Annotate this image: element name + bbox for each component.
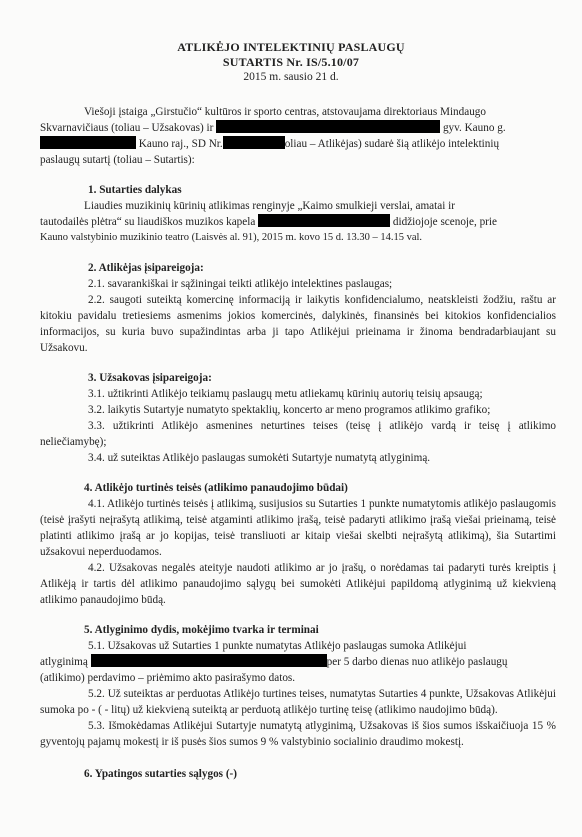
section-4 [40, 480, 556, 608]
section-5-text: atlyginimą [40, 656, 88, 668]
document-title: ATLIKĖJO INTELEKTINIŲ PASLAUGŲ [177, 40, 405, 54]
redaction-bar [258, 214, 390, 227]
intro-text: Skvarnavičiaus (toliau – Užsakovas) ir [40, 122, 214, 134]
section-1-title: 1. Sutarties dalykas [88, 184, 182, 196]
section-2-item: 2.2. saugoti suteiktą komercinę informaciją ir laikytis konfidencialumo, neatskleisti žodžiu, raštu ar kitokiu pavidalu tretiesiems asmenims jokios komercinės, dalykinės, finansinės bei kitokios konfidencialios informacijos, su kuria buvo supažindintas arba ji tapo Atlikėjui prieinama ir žinoma bendradarbiaujant su Užsakovu. [40, 294, 556, 354]
section-5-item [40, 654, 556, 670]
intro-line [40, 120, 556, 136]
section-1-text: tautodailės plėtra“ su liaudiškos muzikos kapela [40, 216, 256, 228]
section-2-item: 2.1. savarankiškai ir sąžiningai teikti atlikėjo intelektines paslaugas; [88, 278, 393, 290]
document-header [0, 0, 582, 85]
intro-line: paslaugų sutartį (toliau – Sutartis): [40, 154, 195, 166]
section-6-title: 6. Ypatingos sutarties sąlygos (-) [84, 768, 238, 780]
document-body [40, 104, 556, 782]
section-4-title: 4. Atlikėjo turtinės teisės (atlikimo panaudojimo būdai) [84, 482, 348, 494]
section-5-item: 5.2. Už suteiktas ar perduotas Atlikėjo turtines teises, numatytas Sutarties 4 punkte, Užsakovas Atlikėjui sumoka po - ( - litų) už kiekvieną suteiktą ar perduotą atlikėjo turtinę teisę (atlikimo naudojimo būdą). [40, 688, 556, 716]
intro-text: gyv. Kauno g. [442, 122, 506, 134]
intro-paragraph [40, 104, 556, 168]
contract-number: SUTARTIS Nr. IS/5.10/07 [222, 55, 360, 69]
section-2-title: 2. Atlikėjas įsipareigoja: [88, 262, 204, 274]
section-5-title: 5. Atlyginimo dydis, mokėjimo tvarka ir terminai [84, 624, 319, 636]
section-3-item: 3.3. užtikrinti Atlikėjo asmenines neturtines teises (teisę į atlikėjo vardą ir teisę į atlikimo neliečiamybę); [40, 420, 556, 448]
section-3-item: 3.4. už suteiktas Atlikėjo paslaugas sumokėti Sutartyje numatytą atlyginimą. [88, 452, 431, 464]
section-5-item: (atlikimo) perdavimo – priėmimo akto pasirašymo datos. [40, 672, 296, 684]
section-2 [40, 260, 556, 356]
section-3 [40, 370, 556, 466]
redaction-bar [223, 136, 285, 149]
section-1-line: Kauno valstybinio muzikinio teatro (Laisvės al. 91), 2015 m. kovo 15 d. 13.30 – 14.15 val. [40, 232, 423, 243]
section-5-text: per 5 darbo dienas nuo atlikėjo paslaugų [326, 656, 508, 668]
section-4-item: 4.2. Užsakovas negalės ateityje naudoti atlikimo ar jo įrašų, o norėdamas tai padaryti turės kreiptis į Atlikėją ir tartis dėl atlikimo panaudojimo sąlygų bei sumokėti Atlikėjui papildomą atlyginimą už kiekvieną atlikimo panaudojimo būdą. [40, 562, 556, 606]
section-3-title: 3. Užsakovas įsipareigoja: [88, 372, 212, 384]
redaction-bar [40, 136, 136, 149]
intro-text: oliau – Atlikėjas) sudarė šią atlikėjo intelektinių [284, 138, 500, 150]
section-5-item: 5.1. Užsakovas už Sutarties 1 punkte numatytas Atlikėjo paslaugas sumoka Atlikėjui [88, 640, 467, 652]
intro-line: Viešoji įstaiga „Girstučio“ kultūros ir sporto centras, atstovaujama direktoriaus Mindaugo [84, 106, 486, 118]
section-1-line: Liaudies muzikinių kūrinių atlikimas renginyje „Kaimo smulkieji verslai, amatai ir [84, 200, 455, 212]
contract-date: 2015 m. sausio 21 d. [243, 71, 339, 83]
intro-text: Kauno raj., SD Nr. [138, 138, 223, 150]
section-1-line [40, 214, 556, 230]
section-5 [40, 622, 556, 750]
redaction-bar [91, 654, 327, 667]
section-4-item: 4.1. Atlikėjo turtinės teisės į atlikimą, susijusios su Sutarties 1 punkte numatytomis atlikėjo paslaugomis (teisė įrašyti neįrašytą atlikimą, teisė atgaminti atlikimo įrašą, teisė padaryti atlikimo įrašą viešai prieinamą, teisė platinti atlikimo įrašą ar jo kopijas, teisė transliuoti ar kitaip viešai skelbti neįrašytą atlikimą), šia Sutartimi užsakovui neperduodamos. [40, 498, 556, 558]
section-1-text: didžiojoje scenoje, prie [392, 216, 497, 228]
section-3-item: 3.1. užtikrinti Atlikėjo teikiamų paslaugų metu atliekamų kūrinių autorių teisių apsaugą; [88, 388, 483, 400]
section-6 [40, 766, 556, 782]
intro-line [40, 136, 556, 152]
section-3-item: 3.2. laikytis Sutartyje numatyto spektaklių, koncerto ar meno programos atlikimo grafiko; [88, 404, 491, 416]
section-5-item: 5.3. Išmokėdamas Atlikėjui Sutartyje numatytą atlyginimą, Užsakovas iš šios sumos išskaičiuoja 15 % gyventojų pajamų mokestį ir iš pusės šios sumos 9 % valstybinio socialinio draudimo mokestį. [40, 720, 556, 748]
redaction-bar [216, 120, 440, 133]
section-1 [40, 182, 556, 246]
